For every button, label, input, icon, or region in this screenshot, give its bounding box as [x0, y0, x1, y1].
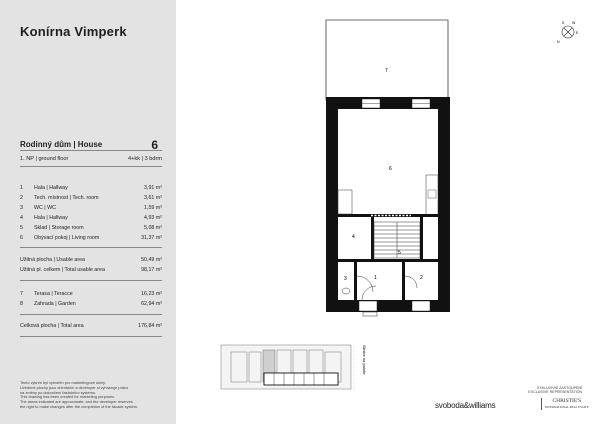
compass-n: N: [557, 40, 560, 44]
layout-label: 4+kk | 3 bdrm: [128, 156, 162, 162]
total-row: Celková plocha | Total area 176,84 m²: [20, 323, 162, 329]
compass-w: W: [572, 21, 576, 25]
house-number: 6: [151, 138, 158, 152]
label-tech: 2: [420, 275, 423, 281]
label-hall: 4: [352, 234, 355, 240]
usable-row: Užitná pl. celkem | Total usable area 98,17 m²: [20, 267, 162, 273]
usable-row: Užitná plocha | Usable area 50,49 m²: [20, 257, 162, 263]
room-row: 3 WC | WC 1,59 m²: [20, 205, 162, 211]
label-living: 6: [389, 166, 392, 172]
room-row: 1 Hala | Hallway 3,91 m²: [20, 185, 162, 191]
outdoor-row: 7 Terasa | Teracce 16,23 m²: [20, 291, 162, 297]
label-wc: 3: [344, 276, 347, 282]
interior-wall: [338, 259, 438, 262]
christies-name: CHRISTIE'S: [552, 398, 582, 404]
disclaimer: Tento výkres byl vytvořen pro marketingové účely. Uvedené plochy jsou orientační a developer si vyhrazuje právo na změny po dokončení fasádního systému. This drawing has been created for marketing purposes. The areas indicated are approximate, and the developer reserves the right to make changes after the completion of the facade system.: [20, 380, 139, 409]
divider: [20, 166, 162, 167]
floor-label: 1. NP | ground floor: [20, 156, 69, 162]
compass-e: E: [576, 31, 579, 35]
divider: [20, 150, 162, 151]
outdoor-row: 8 Zahrada | Garden 62,94 m²: [20, 301, 162, 307]
floor-row: [20, 156, 162, 162]
svoboda-williams-logo: svoboda&williams: [435, 401, 496, 410]
terrace-area: [326, 20, 448, 100]
interior-wall: [338, 214, 438, 217]
toilet-icon: [342, 288, 350, 294]
divider: [20, 314, 162, 315]
divider: [20, 280, 162, 281]
window: [412, 301, 430, 311]
floor-plan: [176, 0, 600, 424]
compass-icon: [557, 21, 579, 44]
info-sidebar: [0, 0, 176, 424]
label-terrace: 7: [385, 68, 388, 74]
site-plan-thumbnail: [221, 345, 351, 389]
compass-s: S: [562, 21, 565, 25]
label-storage: 5: [398, 250, 401, 256]
house-title: Rodinný dům | House: [20, 140, 103, 149]
window: [359, 301, 377, 311]
divider: [20, 247, 162, 248]
street-label: Silnice na paloře: [362, 345, 367, 375]
room-row: 2 Tech. místnost | Tech. room 3,61 m²: [20, 195, 162, 201]
christies-subtitle: INTERNATIONAL REAL ESTATE: [545, 405, 589, 409]
room-row: 6 Obývací pokoj | Living room 31,37 m²: [20, 235, 162, 241]
label-hallway: 1: [374, 275, 377, 281]
divider: [20, 336, 162, 337]
room-row: 4 Hala | Hallway 4,93 m²: [20, 215, 162, 221]
project-title: Konírna Vimperk: [20, 24, 127, 39]
living-room: [338, 109, 438, 214]
staircase: [374, 222, 420, 258]
room-row: 5 Sklad | Storage room 5,08 m²: [20, 225, 162, 231]
exclusive-label: EXKLUZIVNÍ ZASTOUPENÍ EXCLUSIVE REPRESENTATION: [528, 386, 582, 395]
entrance-step: [363, 312, 377, 316]
christies-logo: [541, 398, 589, 410]
